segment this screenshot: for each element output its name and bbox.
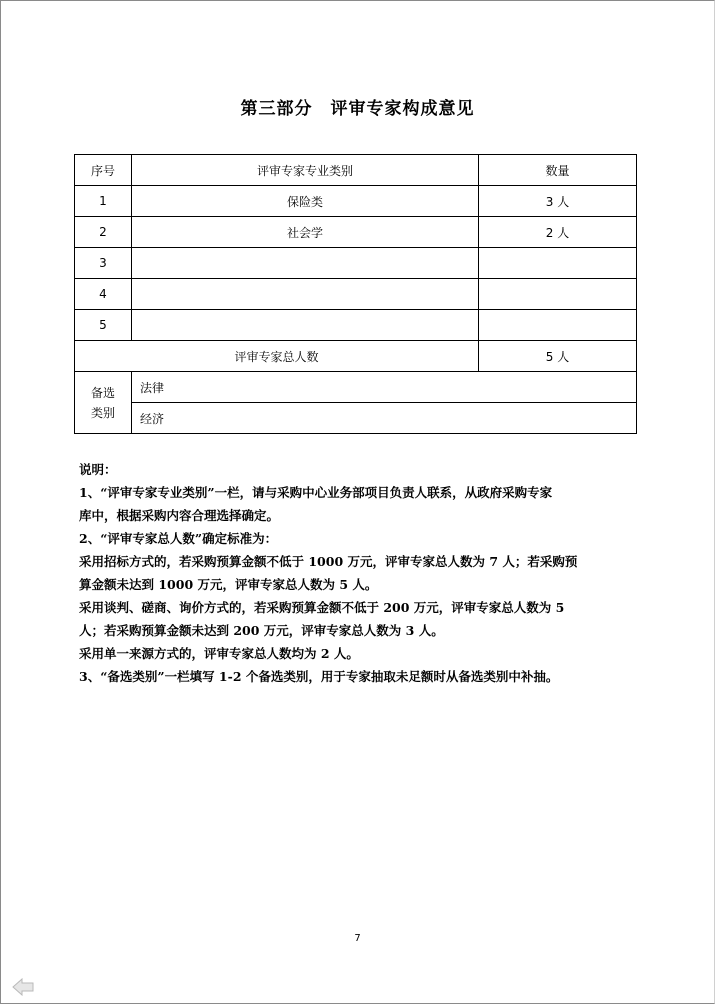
row-category (132, 310, 479, 341)
row-count: 3 人 (479, 186, 637, 217)
row-index: 5 (75, 310, 132, 341)
note-line: 人；若采购预算金额未达到 200 万元，评审专家总人数为 3 人。 (79, 623, 444, 638)
note-line: 3、“备选类别”一栏填写 1-2 个备选类别，用于专家抽取未足额时从备选类别中补抽。 (79, 669, 559, 684)
note-line: 采用谈判、磋商、询价方式的，若采购预算金额不低于 200 万元，评审专家总人数为 5 (79, 600, 565, 615)
expert-table (74, 154, 637, 434)
row-category: 保险类 (132, 186, 479, 217)
header-count: 数量 (479, 155, 637, 186)
row-count (479, 279, 637, 310)
alternate-item: 法律 (132, 372, 637, 403)
row-count (479, 248, 637, 279)
notes (79, 458, 639, 688)
row-index: 4 (75, 279, 132, 310)
note-line: 采用单一来源方式的，评审专家总人数均为 2 人。 (79, 646, 359, 661)
note-line: 库中，根据采购内容合理选择确定。 (79, 508, 280, 523)
row-index: 1 (75, 186, 132, 217)
header-index: 序号 (75, 155, 132, 186)
note-line: 算金额未达到 1000 万元，评审专家总人数为 5 人。 (79, 577, 378, 592)
note-line: 1、“评审专家专业类别”一栏，请与采购中心业务部项目负责人联系，从政府采购专家 (79, 485, 553, 500)
alternate-item: 经济 (132, 403, 637, 434)
total-row (75, 341, 637, 372)
table-row (75, 279, 637, 310)
note-line: 采用招标方式的，若采购预算金额不低于 1000 万元，评审专家总人数为 7 人；若采购预 (79, 554, 578, 569)
row-index: 3 (75, 248, 132, 279)
alternate-label (75, 372, 132, 434)
alternate-row (75, 372, 637, 403)
table-row (75, 310, 637, 341)
header-category: 评审专家专业类别 (132, 155, 479, 186)
row-count: 2 人 (479, 217, 637, 248)
table-header-row (75, 155, 637, 186)
row-count (479, 310, 637, 341)
row-category (132, 248, 479, 279)
row-category: 社会学 (132, 217, 479, 248)
alternate-label-line2: 类别 (90, 405, 115, 420)
total-value: 5 人 (479, 341, 637, 372)
alternate-label-line1: 备选 (90, 385, 115, 400)
page-title: 第三部分 评审专家构成意见 (240, 99, 475, 119)
total-label: 评审专家总人数 (75, 341, 479, 372)
alternate-row (75, 403, 637, 434)
row-category (132, 279, 479, 310)
table-row (75, 248, 637, 279)
table-row (75, 217, 637, 248)
page-number: 7 (354, 933, 361, 944)
note-line: 2、“评审专家总人数”确定标准为： (79, 531, 278, 546)
notes-heading: 说明： (79, 462, 117, 477)
row-index: 2 (75, 217, 132, 248)
back-arrow-icon[interactable] (12, 978, 34, 996)
table-row (75, 186, 637, 217)
